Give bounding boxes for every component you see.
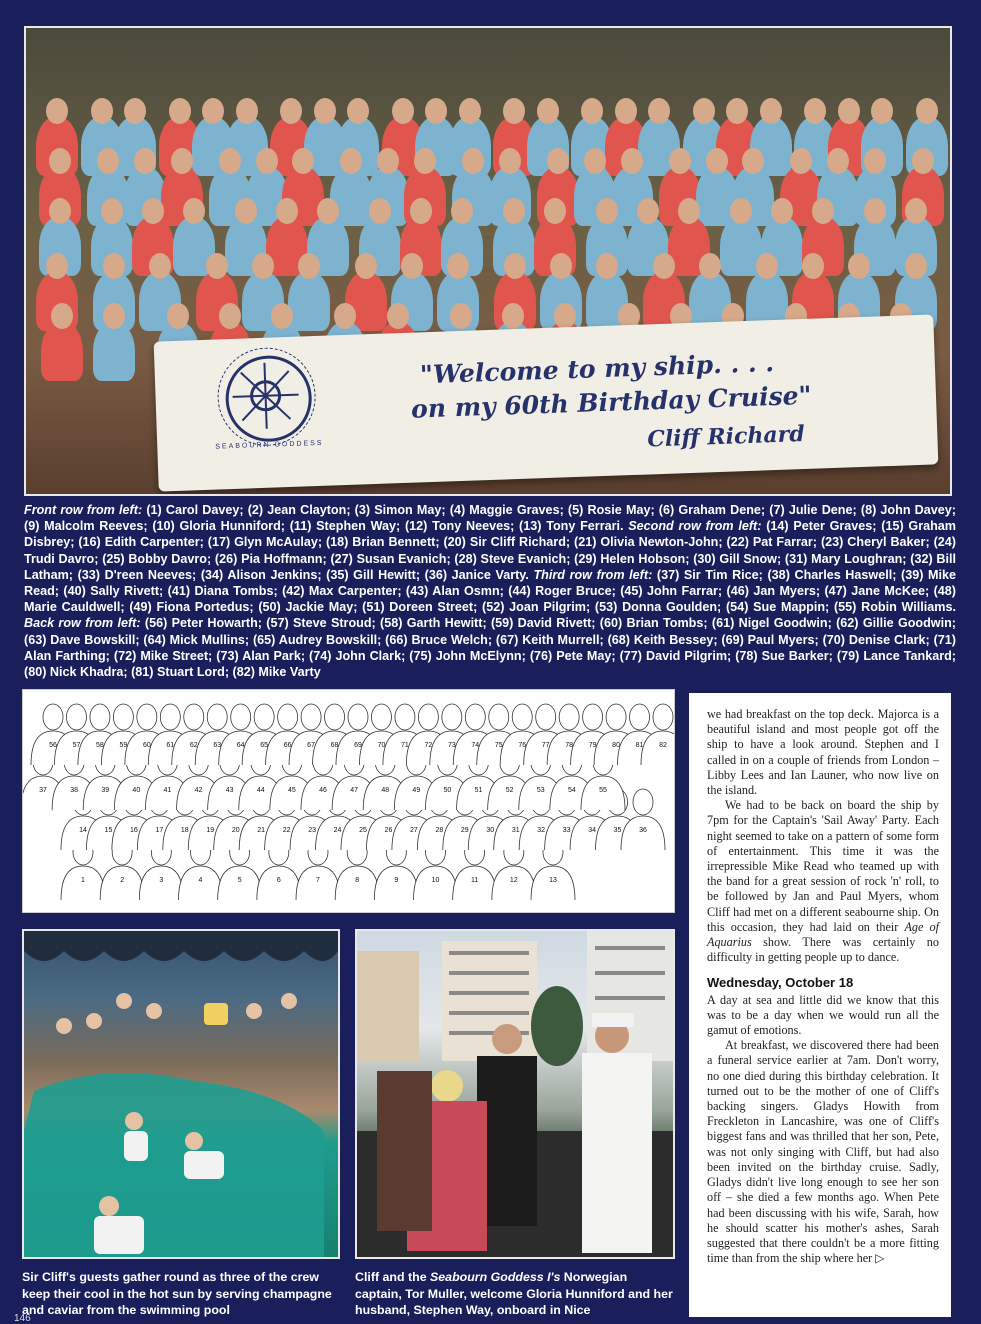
paragraph-2-start: We had to be back on board the ship by 7pm for the Captain's 'Sail Away' Party. Each night seemed to take on a pattern of some form of entertainment. This time it was the irrepressible Mike Read who teamed up with the band for a great session of rock 'n' roll, to be followed by Jan and Paul Myers, whom Cliff had met on a different seabourne ship. On this occasion, they had laid on their	[707, 798, 939, 934]
crowd-head	[596, 253, 618, 279]
key-figure-head	[66, 704, 86, 730]
key-number: 46	[319, 787, 327, 794]
crowd-head	[905, 198, 927, 224]
crowd-head	[504, 253, 526, 279]
crowd-head	[637, 198, 659, 224]
crowd-head	[387, 303, 409, 329]
crowd-head	[669, 148, 691, 174]
article-paragraph-4: At breakfast, we discovered there had been a funeral service earlier at 7am. Don't worry, no one died during this birthday celebration. It turned out to be the mother of one of Cliff's backing singers. Gladys Howith from Freckleton in Lancashire, was one of Cliff's biggest fans and was thrilled that her son, Pete, was not only singing with Cliff, but had also been invited on the birthday cruise. Sadly, Gladys didn't live long enough to see her son off – she died a few months ago. When Pete had been discussing with his wife, Sarah, how he should scatter his mother's ashes, Sarah suggested that there couldn't be a more fitting time than from the ship where her ▷	[707, 1038, 939, 1266]
key-number: 18	[180, 827, 189, 834]
key-number: 53	[536, 787, 545, 794]
front-row-names: (1) Carol Davey; (2) Jean Clayton; (3) Simon May; (4) Maggie Graves; (5) Rosie May; (6) Graham Dene; (7) Julie Dene; (8) John Davey; (9) Malcolm Reeves; (10) Gloria Hunniford; (11) Stephen Way; (12) Tony Neeves; (13) Tony Ferrari.	[24, 503, 956, 534]
crowd-head	[459, 98, 481, 124]
key-figure-head	[325, 704, 345, 730]
key-figure-head	[395, 704, 415, 730]
key-number: 44	[256, 787, 265, 794]
key-figure-head	[90, 704, 110, 730]
key-number: 79	[588, 742, 597, 749]
crowd-head	[502, 303, 524, 329]
article-column	[689, 693, 951, 1317]
key-figure-head	[137, 704, 157, 730]
key-number: 54	[567, 787, 576, 794]
key-number: 15	[104, 827, 113, 834]
crowd-person	[93, 321, 135, 381]
crowd-head	[46, 253, 68, 279]
key-number: 22	[282, 827, 291, 834]
key-figure-head	[207, 704, 227, 730]
key-number: 67	[307, 742, 315, 749]
key-number: 75	[494, 742, 503, 749]
nice-caption-part-2: Norwegian captain, Tor Muller, welcome Gloria Hunniford and her husband, Stephen Way, onboard in Nice	[355, 1270, 673, 1317]
key-figure-head	[231, 704, 251, 730]
crowd-head	[760, 98, 782, 124]
key-figure-head	[653, 704, 673, 730]
pool-photo-caption: Sir Cliff's guests gather round as three of the crew keep their cool in the hot sun by serving champagne and caviar from the swimming pool	[22, 1270, 332, 1317]
crowd-head	[124, 98, 146, 124]
crowd-head	[252, 253, 274, 279]
key-number: 4	[198, 877, 203, 884]
banner-line-1: "Welcome to my ship. . . .	[419, 348, 775, 390]
crowd-head	[499, 148, 521, 174]
key-number: 52	[505, 787, 514, 794]
crowd-head	[864, 198, 886, 224]
crowd-head	[91, 98, 113, 124]
crowd-head	[103, 253, 125, 279]
key-figure-head	[418, 704, 438, 730]
key-number: 33	[562, 827, 571, 834]
key-number: 16	[130, 827, 138, 834]
nice-caption-part-1: Cliff and the	[355, 1270, 431, 1284]
crowd-head	[51, 303, 73, 329]
crowd-head	[550, 253, 572, 279]
crowd-head	[730, 198, 752, 224]
crowd-head	[410, 198, 432, 224]
key-number: 47	[350, 787, 359, 794]
key-figure-head	[489, 704, 509, 730]
crowd-head	[450, 303, 472, 329]
ship-wheel-icon	[224, 354, 313, 443]
key-number: 74	[471, 742, 480, 749]
key-number: 77	[541, 742, 550, 749]
crowd-head	[149, 253, 171, 279]
key-number: 36	[639, 827, 647, 834]
article-paragraph-2	[707, 798, 939, 965]
back-row-names: (56) Peter Howarth; (57) Steve Stroud; (58) Garth Hewitt; (59) David Rivett; (60) Brian Tombs; (61) Nigel Goodwin; (62) Gillie Goodwin; (63) Dave Bowskill; (64) Mick Mullins; (65) Audrey Bowskill; (66) Bruce Welch; (67) Keith Murrell; (68) Keith Bessey; (69) Paul Myers; (70) Denise Clark; (71) Alan Farthing; (72) Mike Street; (73) Alan Park; (74) John Clark; (75) John McElynn; (76) Pete May; (77) David Pilgrim; (78) Sue Barker; (79) Lance Tankard; (80) Nick Khadra; (81) Stuart Lord; (82) Mike Varty	[24, 616, 956, 680]
crowd-head	[97, 148, 119, 174]
crowd-head	[615, 98, 637, 124]
crowd-head	[905, 253, 927, 279]
crowd-head	[503, 98, 525, 124]
key-figure-head	[630, 704, 650, 730]
crowd-head	[414, 148, 436, 174]
key-figure-head	[512, 704, 532, 730]
date-heading: Wednesday, October 18	[707, 975, 854, 991]
crowd-head	[271, 303, 293, 329]
welcome-banner	[154, 314, 939, 491]
crowd-head	[547, 148, 569, 174]
ship-wheel-spokes-icon	[227, 358, 304, 435]
key-number: 81	[635, 742, 644, 749]
key-silhouettes	[23, 690, 674, 912]
key-figure-head	[301, 704, 321, 730]
key-number: 3	[159, 877, 164, 884]
key-number: 41	[163, 787, 172, 794]
crowd-head	[49, 198, 71, 224]
key-number: 5	[237, 877, 242, 884]
key-number: 7	[316, 877, 320, 884]
crowd-head	[596, 198, 618, 224]
crowd-head	[401, 253, 423, 279]
key-number: 25	[359, 827, 367, 834]
crowd-head	[584, 148, 606, 174]
key-number: 48	[381, 787, 390, 794]
key-figure-head	[583, 704, 603, 730]
crowd-head	[206, 253, 228, 279]
crowd-head	[916, 98, 938, 124]
key-number: 26	[384, 827, 393, 834]
crowd-head	[706, 148, 728, 174]
crowd-head	[693, 98, 715, 124]
key-number: 43	[225, 787, 234, 794]
crowd-head	[219, 148, 241, 174]
crowd-head	[771, 198, 793, 224]
crowd-head	[169, 98, 191, 124]
key-number: 49	[412, 787, 421, 794]
crowd-head	[314, 98, 336, 124]
key-number: 12	[509, 877, 518, 884]
article-paragraph-1: we had breakfast on the top deck. Majorca is a beautiful island and most people got off the ship to have a look around. Stephen and I called in on a couple of friends from London – Libby Lees and Ian Launer, who now live on the island.	[707, 707, 939, 798]
pool-scene	[24, 931, 338, 1257]
crowd-head	[871, 98, 893, 124]
crowd-head	[699, 253, 721, 279]
key-number: 63	[213, 742, 222, 749]
group-photo	[24, 26, 952, 496]
key-number: 30	[486, 827, 495, 834]
key-number: 62	[189, 742, 198, 749]
crowd-head	[848, 253, 870, 279]
key-number: 34	[588, 827, 596, 834]
crowd-head	[347, 98, 369, 124]
crowd-head	[276, 198, 298, 224]
key-number: 82	[659, 742, 667, 749]
nice-caption-ship-name: Seabourn Goddess I's	[430, 1270, 561, 1284]
key-number: 80	[612, 742, 620, 749]
key-number: 40	[132, 787, 141, 794]
third-row-label: Third row from left:	[533, 567, 653, 582]
key-number: 6	[276, 877, 281, 884]
key-number: 42	[194, 787, 203, 794]
key-figure-head	[465, 704, 485, 730]
crowd-person	[41, 321, 83, 381]
key-number: 24	[333, 827, 342, 834]
key-number: 69	[354, 742, 362, 749]
key-figure-head	[278, 704, 298, 730]
crowd-head	[219, 303, 241, 329]
third-row-names: (37) Sir Tim Rice; (38) Charles Haswell; (39) Mike Read; (40) Sally Rivett; (41) Diana Tombs; (42) Max Carpenter; (43) Alan Osmn; (44) Roger Bruce; (45) John Farrar; (46) Jan Myers; (47) Jane McKee; (48) Marie Cauldwell; (49) Fiona Portedus; (50) Jackie May; (51) Doreen Street; (52) Joan Pilgrim; (53) Donna Goulden; (54) Sue Mappin; (55) Robin Williams.	[24, 567, 957, 615]
crowd-head	[183, 198, 205, 224]
crowd-head	[653, 253, 675, 279]
key-number: 59	[119, 742, 128, 749]
crowd-head	[864, 148, 886, 174]
crowd-head	[298, 253, 320, 279]
key-figure-head	[606, 704, 626, 730]
key-number: 17	[155, 827, 164, 834]
crowd-head	[142, 198, 164, 224]
key-number: 73	[447, 742, 456, 749]
key-number: 45	[287, 787, 296, 794]
key-number: 65	[260, 742, 269, 749]
key-number: 38	[70, 787, 79, 794]
key-number: 10	[431, 877, 440, 884]
key-figure-head	[559, 704, 579, 730]
key-figure-head	[442, 704, 462, 730]
key-number: 72	[424, 742, 433, 749]
key-number: 2	[120, 877, 125, 884]
crowd-head	[392, 98, 414, 124]
key-number: 66	[283, 742, 292, 749]
crowd-head	[167, 303, 189, 329]
key-number: 50	[443, 787, 452, 794]
key-number: 60	[142, 742, 151, 749]
key-number: 51	[474, 787, 483, 794]
front-row-label: Front row from left:	[24, 503, 143, 517]
key-figure-head	[536, 704, 556, 730]
banner-signature: Cliff Richard	[646, 421, 806, 453]
pool-photo	[22, 929, 340, 1259]
crowd-head	[537, 98, 559, 124]
group-photo-caption	[24, 502, 956, 680]
key-figure-head	[254, 704, 274, 730]
second-row-label: Second row from left:	[628, 519, 762, 534]
crowd-head	[451, 198, 473, 224]
paragraph-2-end: show. There was certainly no difficulty in getting people up to dance.	[707, 935, 939, 965]
crowd-head	[134, 148, 156, 174]
key-number: 9	[394, 877, 399, 884]
crowd-head	[462, 148, 484, 174]
crowd-head	[236, 98, 258, 124]
key-number: 57	[72, 742, 81, 749]
key-number: 14	[79, 827, 87, 834]
key-number: 27	[410, 827, 418, 834]
key-number: 68	[330, 742, 339, 749]
crowd-head	[447, 253, 469, 279]
identification-key-diagram	[22, 689, 675, 913]
key-number: 61	[166, 742, 175, 749]
key-figure-head	[633, 789, 653, 815]
key-number: 32	[537, 827, 546, 834]
key-number: 71	[401, 742, 409, 749]
crowd-head	[726, 98, 748, 124]
key-number: 64	[236, 742, 245, 749]
crowd-head	[171, 148, 193, 174]
key-number: 78	[565, 742, 574, 749]
crowd-head	[678, 198, 700, 224]
article-paragraph-3: A day at sea and little did we know that this was to be a day when we would run all the gamut of emotions.	[707, 992, 939, 1038]
key-number: 19	[206, 827, 215, 834]
show-name: Age of Aquarius	[707, 919, 939, 950]
nice-welcome-photo	[355, 929, 675, 1259]
key-number: 39	[101, 787, 110, 794]
crowd-head	[503, 198, 525, 224]
crowd-head	[101, 198, 123, 224]
key-number: 1	[81, 877, 85, 884]
crowd-head	[280, 98, 302, 124]
crowd-head	[49, 148, 71, 174]
crowd-head	[544, 198, 566, 224]
crowd-head	[425, 98, 447, 124]
key-number: 70	[377, 742, 386, 749]
crowd-head	[46, 98, 68, 124]
page-number: 146	[14, 1313, 31, 1324]
key-number: 8	[355, 877, 360, 884]
crowd-head	[648, 98, 670, 124]
crowd-head	[355, 253, 377, 279]
key-figure-head	[43, 704, 63, 730]
back-row-label: Back row from left:	[24, 616, 141, 631]
key-number: 76	[518, 742, 527, 749]
nice-scene	[357, 931, 673, 1257]
second-row-names: (14) Peter Graves; (15) Graham Disbrey; (16) Edith Carpenter; (17) Glyn McAulay; (18) Brian Bennett; (20) Sir Cliff Richard; (21) Olivia Newton-John; (22) Pat Farrar; (23) Cheryl Baker; (24) Trudi Davro; (25) Bobby Davro; (26) Pia Hoffmann; (27) Susan Evanich; (28) Steve Evanich; (29) Helen Hobson; (30) Gill Snow; (31) Mary Loughran; (32) Bill Latham; (33) D'reen Neeves; (34) Alison Jenkins; (35) Gill Hewitt; (36) Janice Varty.	[24, 519, 956, 582]
crowd-head	[804, 98, 826, 124]
key-number: 29	[460, 827, 469, 834]
key-number: 11	[471, 877, 479, 884]
crowd-head	[838, 98, 860, 124]
key-number: 31	[511, 827, 520, 834]
key-number: 21	[257, 827, 266, 834]
crowd-head	[812, 198, 834, 224]
key-figure-head	[184, 704, 204, 730]
crowd-head	[756, 253, 778, 279]
key-number: 13	[549, 877, 557, 884]
crowd-head	[912, 148, 934, 174]
crowd-person	[288, 271, 330, 331]
key-figure-head	[371, 704, 391, 730]
key-number: 55	[599, 787, 607, 794]
crowd-head	[317, 198, 339, 224]
crowd-head	[235, 198, 257, 224]
key-number: 28	[435, 827, 444, 834]
key-figure-head	[348, 704, 368, 730]
key-figure-head	[160, 704, 180, 730]
key-number: 37	[39, 787, 47, 794]
crowd-head	[256, 148, 278, 174]
key-figure-head	[113, 704, 133, 730]
banner-line-2: on my 60th Birthday Cruise"	[410, 380, 813, 424]
crowd-head	[802, 253, 824, 279]
banner-logo-text: SEABOURN GODDESS	[215, 439, 324, 451]
key-number: 23	[308, 827, 316, 834]
crowd-head	[581, 98, 603, 124]
crowd-head	[621, 148, 643, 174]
key-number: 35	[613, 827, 622, 834]
key-number: 20	[231, 827, 240, 834]
crowd-head	[369, 198, 391, 224]
key-number: 56	[49, 742, 57, 749]
key-number: 58	[96, 742, 104, 749]
crowd-head	[202, 98, 224, 124]
nice-photo-caption	[355, 1269, 675, 1319]
